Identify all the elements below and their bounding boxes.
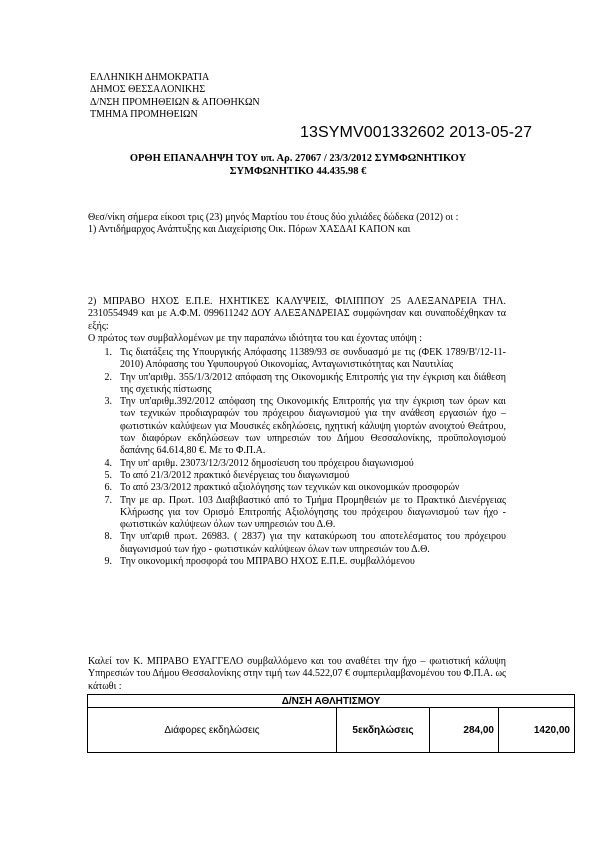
closing-section <box>88 656 506 693</box>
list-number: 8. <box>104 531 112 543</box>
list-item <box>88 495 506 532</box>
list-text: Την υπ'αριθμ. 355/1/3/2012 απόφαση της Οικονομικής Επιτροπής για την έγκριση και διάθεση της σχετικής πίστωσης <box>120 371 506 395</box>
party-two-section <box>88 296 506 346</box>
header-directorate: Δ/ΝΣΗ ΠΡΟΜΗΘΕΙΩΝ & ΑΠΟΘΗΚΩΝ <box>90 96 260 108</box>
list-number: 4. <box>104 457 112 469</box>
list-text: Την υπ' αριθμ. 23073/12/3/2012 δημοσίευση του πρόχειρου διαγωνισμού <box>120 457 414 469</box>
list-item <box>88 482 506 494</box>
title-line-1: ΟΡΘΗ ΕΠΑΝΑΛΗΨΗ ΤΟΥ υπ. Αρ. 27067 / 23/3/2012 ΣΥΜΦΩΝΗΤΙΚΟΥ <box>129 153 467 164</box>
list-number: 2. <box>104 371 112 383</box>
list-number: 3. <box>104 396 112 408</box>
cell-total: 1420,00 <box>499 708 575 753</box>
list-text: Την υπ'αριθ πρωτ. 26983. ( 2837) για την κατακύρωση του αποτελέσματος του πρόχειρου διαγωνισμού των ήχο - φωτιστικών καλύψεων όλων των υπηρεσιών του Δ.Θ. <box>120 531 506 555</box>
list-text: Την με αρ. Πρωτ. 103 Διαβιβαστικό από το Τμήμα Προμηθειών με το Πρακτικό Διενέργειας Κλήρωσης για τον Ορισμό Επιτροπής Αξιολόγησης του πρόχειρου διαγωνισμού των ήχο - φωτιστικών καλύψεων όλων των υπηρεσιών του Δ.Θ. <box>120 494 506 531</box>
list-number: 1. <box>104 347 112 358</box>
title-line-2: ΣΥΜΦΩΝΗΤΙΚΟ 44.435.98 € <box>229 166 367 177</box>
cell-unit-price: 284,00 <box>430 708 499 753</box>
table-row <box>88 708 575 753</box>
list-text: Την οικονομική προσφορά του ΜΠΡΑΒΟ ΗΧΟΣ Ε.Π.Ε. συμβαλλόμενου <box>120 556 415 568</box>
list-text: Το από 23/3/2012 πρακτικό αξιολόγησης των τεχνικών και οικονομικών προσφορών <box>120 482 460 494</box>
table-header: Δ/ΝΣΗ ΑΘΛΗΤΙΣΜΟΥ <box>88 695 575 708</box>
list-item <box>88 556 506 568</box>
cell-description: Διάφορες εκδηλώσεις <box>88 708 337 753</box>
table-header-row <box>88 695 575 708</box>
header-municipality: ΔΗΜΟΣ ΘΕΣΣΑΛΟΝΙΚΗΣ <box>90 84 206 96</box>
list-item <box>88 470 506 482</box>
party-two: 2) ΜΠΡΑΒΟ ΗΧΟΣ Ε.Π.Ε. ΗΧΗΤΙΚΕΣ ΚΑΛΥΨΕΙΣ, ΦΙΛΙΠΠΟΥ 25 ΑΛΕΞΑΝΔΡΕΙΑ ΤΗΛ. 2310554949 και με Α.Φ.Μ. 099611242 ΔΟΥ ΑΛΕΞΑΝΔΡΕΙΑΣ συμφώνησαν και συναποδέχθηκαν τα εξής: <box>88 296 506 332</box>
list-item <box>88 458 506 470</box>
list-number: 6. <box>104 482 112 494</box>
list-item <box>88 347 506 372</box>
list-text: Το από 21/3/2012 πρακτικό διενέργειας του διαγωνισμού <box>120 469 350 481</box>
intro-paragraph: Θεσ/νίκη σήμερα είκοσι τρις (23) μηνός Μαρτίου του έτους δύο χιλιάδες δώδεκα (2012) οι : <box>88 212 459 223</box>
document-title <box>88 152 508 178</box>
header-country: ΕΛΛΗΝΙΚΗ ΔΗΜΟΚΡΑΤΙΑ <box>90 72 210 83</box>
list-item <box>88 396 506 457</box>
document-id: 13SYMV001332602 2013-05-27 <box>300 124 533 141</box>
list-number: 7. <box>104 494 112 506</box>
considerations-list <box>88 347 506 568</box>
considerations-intro: Ο πρώτος των συμβαλλομένων με την παραπάνω ιδιότητα του και έχοντας υπόψη : <box>88 333 422 345</box>
issuer-header <box>90 72 260 122</box>
header-department: ΤΜΗΜΑ ΠΡΟΜΗΘΕΙΩΝ <box>90 109 198 121</box>
intro-section <box>88 212 506 237</box>
party-one: 1) Αντιδήμαρχος Ανάπτυξης και Διαχείρισης Οικ. Πόρων ΧΑΣΔΑΙ ΚΑΠΟΝ και <box>88 224 411 236</box>
list-item <box>88 372 506 397</box>
list-number: 9. <box>104 556 112 568</box>
list-text: Τις διατάξεις της Υπουργικής Απόφασης 11389/93 σε συνδυασμό με τις (ΦΕΚ 1789/Β'/12-11-2010) Απόφασης του Υφυπουργού Οικονομίας, Ανταγωνιστικότητας και Ναυτιλίας <box>120 347 506 371</box>
list-number: 5. <box>104 469 112 481</box>
cell-quantity: 5εκδηλώσεις <box>337 708 430 753</box>
list-item <box>88 531 506 556</box>
assignment-paragraph: Καλεί τον Κ. ΜΠΡΑΒΟ ΕΥΑΓΓΕΛΟ συμβαλλόμενο και του αναθέτει την ήχο – φωτιστική κάλυψη Υπηρεσιών του Δήμου Θεσσαλονίκης στην τιμή των 44.522,07 € συμπεριλαμβανομένου του Φ.Π.Α. ως κάτωθι : <box>88 656 506 692</box>
cost-table <box>87 694 575 753</box>
list-text: Την υπ'αριθμ.392/2012 απόφαση της Οικονομικής Επιτροπής για την έγκριση των όρων και των τεχνικών προδιαγραφών του πρόχειρου διαγωνισμού για την ανάθεση εργασιών ήχο – φωτιστικών καλύψεων για Μουσικές εκδηλώσεις, ηχητική κάλυψη γιορτών ανοιχτού Θεάτρου, των διαφόρων εκδηλώσεων των υπηρεσιών του Δήμου Θεσσαλονίκης, προϋπολογισμού δαπάνης 64.614,80 €. Με το Φ.Π.Α. <box>120 396 506 457</box>
